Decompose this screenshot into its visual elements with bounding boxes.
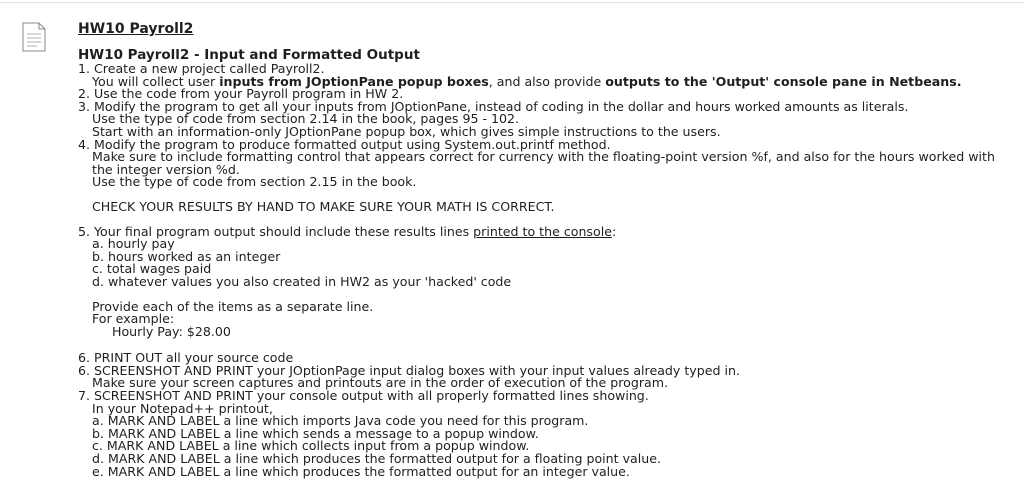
step-1-detail-text: You will collect user [92, 73, 220, 89]
step-4-detail-1: Make sure to include formatting control that appears correct for currency with the floating-point version %f, and also for the hours worked with the integer version %d. [92, 149, 995, 177]
step-4: 4. Modify the program to produce formatted output using System.out.printf method. [78, 136, 611, 152]
step-5d: d. whatever values you also created in HW2 as your 'hacked' code [92, 273, 512, 289]
step-5a: a. hourly pay [92, 236, 175, 252]
step-7-intro: In your Notepad++ printout, [92, 400, 273, 416]
assignment-content [78, 48, 1018, 478]
example-value: Hourly Pay: $28.00 [112, 323, 231, 339]
step-6b: 6. SCREENSHOT AND PRINT your JOptionPage input dialog boxes with your input values already typed in. [78, 362, 740, 378]
provide-note: Provide each of the items as a separate line. [92, 298, 374, 314]
step-5 [78, 223, 1018, 239]
step-7d: d. MARK AND LABEL a line which produces the formatted output for a floating point value. [92, 451, 661, 467]
step-4-detail-2: Use the type of code from section 2.15 in the book. [92, 174, 417, 190]
assignment-title-link[interactable]: HW10 Payroll2 [78, 21, 194, 37]
step-3: 3. Modify the program to get all your inputs from JOptionPane, instead of coding in the dollar and hours worked amounts as literals. [78, 98, 909, 114]
document-icon [22, 22, 46, 52]
example-label: For example: [92, 311, 175, 327]
step-5b: b. hours worked as an integer [92, 248, 281, 264]
top-divider [0, 2, 1024, 3]
step-6: 6. PRINT OUT all your source code [78, 350, 294, 366]
step-1: 1. Create a new project called Payroll2. [78, 61, 325, 76]
step-7e: e. MARK AND LABEL a line which produces the formatted output for an integer value. [92, 463, 630, 479]
step-1-bold-inputs: inputs from JOptionPane popup boxes [219, 73, 489, 89]
step-1-bold-outputs: outputs to the 'Output' console pane in Netbeans. [605, 73, 962, 89]
step-7b: b. MARK AND LABEL a line which sends a message to a popup window. [92, 425, 539, 441]
step-7c: c. MARK AND LABEL a line which collects input from a popup window. [92, 438, 530, 454]
step-7a: a. MARK AND LABEL a line which imports Java code you need for this program. [92, 413, 589, 429]
step-2: 2. Use the code from your Payroll program in HW 2. [78, 86, 404, 102]
step-1-detail-mid: , and also provide [488, 73, 606, 89]
printed-to-console-link[interactable]: printed to the console [473, 223, 612, 239]
step-6-detail: Make sure your screen captures and printouts are in the order of execution of the program. [92, 375, 669, 391]
step-3-detail-2: Start with an information-only JOptionPane popup box, which gives simple instructions to the users. [92, 123, 721, 139]
step-5-text: 5. Your final program output should include these results lines [78, 223, 474, 239]
check-results-note: CHECK YOUR RESULTS BY HAND TO MAKE SURE YOUR MATH IS CORRECT. [92, 198, 555, 214]
step-5-colon: : [611, 223, 617, 239]
step-5c: c. total wages paid [92, 261, 212, 277]
assignment-heading: HW10 Payroll2 - Input and Formatted Output [78, 47, 420, 63]
step-7: 7. SCREENSHOT AND PRINT your console output with all properly formatted lines showing. [78, 388, 649, 404]
step-3-detail-1: Use the type of code from section 2.14 in the book, pages 95 - 102. [92, 111, 520, 127]
